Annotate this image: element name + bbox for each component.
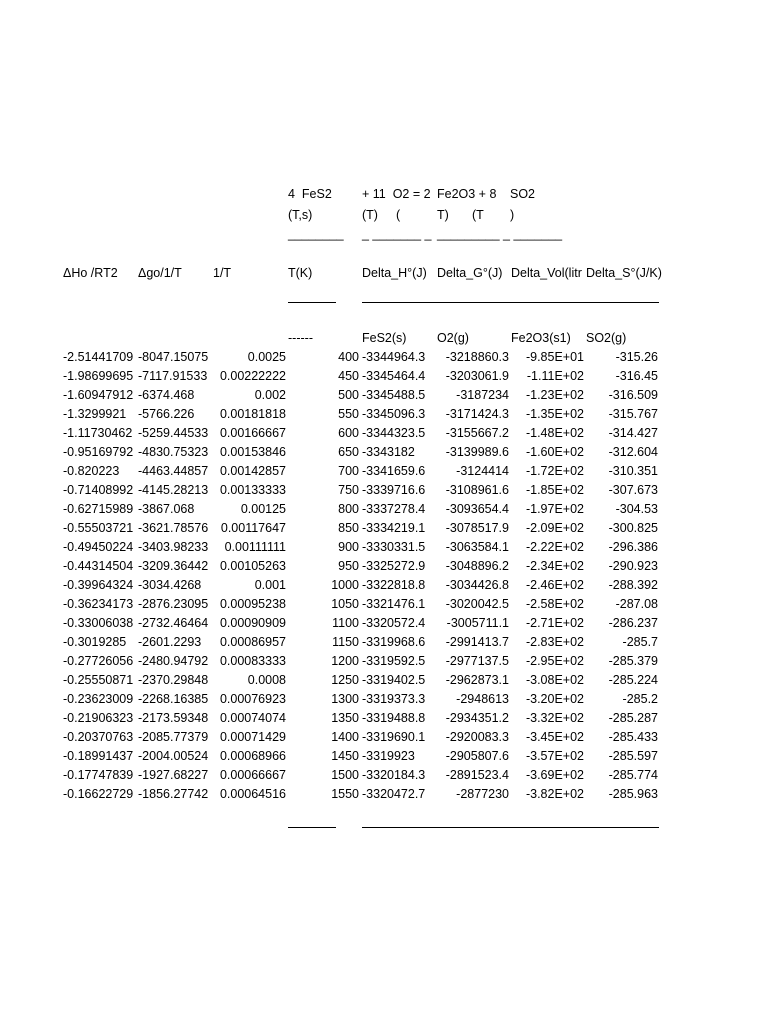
delta-g-cell: -3093654.4 xyxy=(445,502,509,516)
delta-vol-cell: -2.09E+02 xyxy=(525,521,584,535)
state-so2-t: (T xyxy=(472,208,484,222)
delta-vol-cell: -1.48E+02 xyxy=(525,426,584,440)
delta-vol-cell: -2.34E+02 xyxy=(525,559,584,573)
delta-g-cell: -2920083.3 xyxy=(445,730,509,744)
delta-g-cell: -2948613 xyxy=(456,692,509,706)
invt-cell: 0.00111111 xyxy=(224,540,286,554)
bottom-separator-tk xyxy=(288,827,336,828)
dgo-cell: -2601.2293 xyxy=(138,635,202,649)
delta-vol-cell: -1.72E+02 xyxy=(525,464,584,478)
invt-cell: 0.00086957 xyxy=(219,635,286,649)
col-header-dvol: Delta_Vol(litr xyxy=(511,266,582,280)
temperature-cell: 750 xyxy=(338,483,359,497)
temperature-cell: 1500 xyxy=(331,768,359,782)
delta-vol-cell: -3.69E+02 xyxy=(525,768,584,782)
dho-cell: -1.3299921 xyxy=(63,407,127,421)
delta-h-cell: -3337278.4 xyxy=(362,502,426,516)
dgo-cell: -3621.78576 xyxy=(138,521,209,535)
delta-vol-cell: -1.60E+02 xyxy=(525,445,584,459)
temperature-cell: 550 xyxy=(338,407,359,421)
col-header-dgo: Δgo/1/T xyxy=(138,266,182,280)
dgo-cell: -7117.91533 xyxy=(138,369,208,383)
dho-cell: -0.95169792 xyxy=(63,445,134,459)
delta-s-cell: -285.287 xyxy=(608,711,658,725)
dho-cell: -2.51441709 xyxy=(63,350,134,364)
reaction-fe2o3: Fe2O3 + 8 xyxy=(437,187,497,201)
delta-s-cell: -285.774 xyxy=(608,768,658,782)
delta-h-cell: -3330331.5 xyxy=(362,540,426,554)
temperature-cell: 850 xyxy=(338,521,359,535)
delta-h-cell: -3322818.8 xyxy=(362,578,426,592)
temperature-cell: 950 xyxy=(338,559,359,573)
dho-cell: -0.33006038 xyxy=(63,616,134,630)
temperature-cell: 1250 xyxy=(331,673,359,687)
invt-cell: 0.00066667 xyxy=(219,768,286,782)
dho-cell: -0.44314504 xyxy=(63,559,134,573)
delta-h-cell: -3341659.6 xyxy=(362,464,426,478)
dho-cell: -0.55503721 xyxy=(63,521,134,535)
dho-cell: -0.21906323 xyxy=(63,711,134,725)
dgo-cell: -8047.15075 xyxy=(138,350,209,364)
col-header-tk: T(K) xyxy=(288,266,313,280)
temperature-cell: 1150 xyxy=(332,635,359,649)
delta-g-cell: -3005711.1 xyxy=(446,616,509,630)
delta-vol-cell: -3.08E+02 xyxy=(525,673,584,687)
temperature-cell: 1100 xyxy=(332,616,359,630)
delta-s-cell: -290.923 xyxy=(608,559,658,573)
invt-cell: 0.00153846 xyxy=(219,445,286,459)
invt-cell: 0.00105263 xyxy=(219,559,286,573)
delta-g-cell: -3048896.2 xyxy=(445,559,509,573)
dgo-cell: -4463.44857 xyxy=(138,464,209,478)
dgo-cell: -2004.00524 xyxy=(138,749,209,763)
invt-cell: 0.00181818 xyxy=(219,407,286,421)
delta-vol-cell: -2.46E+02 xyxy=(525,578,584,592)
delta-g-cell: -3155667.2 xyxy=(445,426,509,440)
state-o2-t: (T) xyxy=(362,208,378,222)
reaction-fes2: 4 FeS2 xyxy=(288,187,332,201)
dgo-cell: -4830.75323 xyxy=(138,445,209,459)
delta-g-cell: -3218860.3 xyxy=(445,350,509,364)
delta-h-cell: -3334219.1 xyxy=(362,521,426,535)
col-header-ds: Delta_S°(J/K) xyxy=(586,266,662,280)
delta-h-cell: -3320184.3 xyxy=(362,768,426,782)
delta-s-cell: -285.7 xyxy=(622,635,658,649)
delta-vol-cell: -3.57E+02 xyxy=(525,749,584,763)
species-fes2: FeS2(s) xyxy=(362,331,407,345)
dho-cell: -0.71408992 xyxy=(63,483,134,497)
delta-g-cell: -3108961.6 xyxy=(445,483,509,497)
delta-s-cell: -300.825 xyxy=(608,521,658,535)
temperature-cell: 400 xyxy=(338,350,359,364)
delta-vol-cell: -3.45E+02 xyxy=(525,730,584,744)
invt-cell: 0.00117647 xyxy=(220,521,286,535)
invt-cell: 0.00090909 xyxy=(219,616,286,630)
dho-cell: -0.62715989 xyxy=(63,502,134,516)
delta-s-cell: -296.386 xyxy=(608,540,658,554)
temperature-cell: 1400 xyxy=(331,730,359,744)
dho-cell: -0.18991437 xyxy=(63,749,134,763)
header-underline-a: ________ xyxy=(288,227,344,241)
dgo-cell: -2370.29848 xyxy=(138,673,209,687)
invt-cell: 0.00166667 xyxy=(219,426,286,440)
invt-cell: 0.00142857 xyxy=(219,464,286,478)
delta-g-cell: -2905807.6 xyxy=(445,749,509,763)
delta-s-cell: -285.433 xyxy=(608,730,658,744)
delta-g-cell: -2891523.4 xyxy=(445,768,509,782)
delta-s-cell: -304.53 xyxy=(615,502,658,516)
delta-g-cell: -3034426.8 xyxy=(445,578,509,592)
delta-vol-cell: -1.35E+02 xyxy=(525,407,584,421)
delta-g-cell: -2991413.7 xyxy=(445,635,509,649)
dgo-cell: -1856.27742 xyxy=(138,787,209,801)
delta-s-cell: -285.379 xyxy=(608,654,658,668)
delta-vol-cell: -2.58E+02 xyxy=(525,597,584,611)
delta-h-cell: -3319923 xyxy=(362,749,415,763)
delta-h-cell: -3325272.9 xyxy=(362,559,426,573)
temperature-cell: 1350 xyxy=(331,711,359,725)
col-header-dg: Delta_G°(J) xyxy=(437,266,503,280)
delta-s-cell: -310.351 xyxy=(608,464,658,478)
delta-s-cell: -285.597 xyxy=(608,749,658,763)
dho-cell: -0.16622729 xyxy=(63,787,134,801)
dho-cell: -0.23623009 xyxy=(63,692,134,706)
temperature-cell: 1550 xyxy=(331,787,359,801)
delta-vol-cell: -3.82E+02 xyxy=(525,787,584,801)
delta-g-cell: -2977137.5 xyxy=(445,654,509,668)
temperature-cell: 1050 xyxy=(331,597,359,611)
delta-h-cell: -3345464.4 xyxy=(362,369,426,383)
delta-h-cell: -3319488.8 xyxy=(362,711,426,725)
dho-cell: -0.39964324 xyxy=(63,578,134,592)
delta-h-cell: -3319592.5 xyxy=(362,654,426,668)
delta-vol-cell: -3.20E+02 xyxy=(525,692,584,706)
separator-tk xyxy=(288,302,336,303)
dgo-cell: -2876.23095 xyxy=(138,597,209,611)
invt-cell: 0.00064516 xyxy=(219,787,286,801)
temperature-cell: 900 xyxy=(338,540,359,554)
temperature-cell: 1450 xyxy=(331,749,359,763)
dgo-cell: -2732.46464 xyxy=(138,616,209,630)
header-underline-b: _ _______ _ xyxy=(362,227,432,241)
dgo-cell: -3034.4268 xyxy=(138,578,202,592)
delta-vol-cell: -1.97E+02 xyxy=(525,502,584,516)
delta-vol-cell: -1.23E+02 xyxy=(525,388,584,402)
delta-vol-cell: -2.95E+02 xyxy=(525,654,584,668)
species-so2: SO2(g) xyxy=(586,331,627,345)
reaction-so2: SO2 xyxy=(510,187,536,201)
dgo-cell: -6374.468 xyxy=(138,388,195,402)
temperature-cell: 1000 xyxy=(331,578,359,592)
dgo-cell: -3867.068 xyxy=(138,502,195,516)
invt-cell: 0.00068966 xyxy=(219,749,286,763)
delta-vol-cell: -9.85E+01 xyxy=(525,350,584,364)
delta-h-cell: -3319968.6 xyxy=(362,635,426,649)
dgo-cell: -5259.44533 xyxy=(138,426,209,440)
bottom-separator-values xyxy=(362,827,659,828)
dho-cell: -0.36234173 xyxy=(63,597,134,611)
delta-s-cell: -285.224 xyxy=(608,673,658,687)
invt-cell: 0.00074074 xyxy=(219,711,286,725)
delta-g-cell: -3187234 xyxy=(456,388,509,402)
invt-cell: 0.0025 xyxy=(247,350,286,364)
temperature-cell: 1200 xyxy=(331,654,359,668)
state-paren-open: ( xyxy=(396,208,401,222)
delta-vol-cell: -1.85E+02 xyxy=(525,483,584,497)
invt-cell: 0.00133333 xyxy=(219,483,286,497)
delta-g-cell: -3020042.5 xyxy=(445,597,509,611)
dho-cell: -1.11730462 xyxy=(63,426,133,440)
species-fe2o3: Fe2O3(s1) xyxy=(511,331,571,345)
delta-vol-cell: -2.83E+02 xyxy=(525,635,584,649)
reaction-o2: + 11 O2 = 2 xyxy=(362,187,431,201)
separator-values xyxy=(362,302,659,303)
state-paren-close: ) xyxy=(510,208,515,222)
temperature-cell: 800 xyxy=(338,502,359,516)
delta-h-cell: -3345488.5 xyxy=(362,388,426,402)
delta-g-cell: -2934351.2 xyxy=(445,711,509,725)
delta-vol-cell: -2.22E+02 xyxy=(525,540,584,554)
delta-h-cell: -3320572.4 xyxy=(362,616,426,630)
temperature-cell: 450 xyxy=(338,369,359,383)
invt-cell: 0.0008 xyxy=(247,673,286,687)
invt-cell: 0.001 xyxy=(254,578,286,592)
delta-s-cell: -285.2 xyxy=(622,692,658,706)
delta-g-cell: -3139989.6 xyxy=(445,445,509,459)
dho-cell: -1.98699695 xyxy=(63,369,134,383)
delta-vol-cell: -2.71E+02 xyxy=(525,616,584,630)
invt-cell: 0.00076923 xyxy=(219,692,286,706)
invt-cell: 0.00222222 xyxy=(219,369,286,383)
delta-h-cell: -3320472.7 xyxy=(362,787,426,801)
header-underline-c: _________ _ _______ xyxy=(437,227,563,241)
dgo-cell: -5766.226 xyxy=(138,407,195,421)
invt-cell: 0.00071429 xyxy=(219,730,286,744)
delta-h-cell: -3344323.5 xyxy=(362,426,426,440)
delta-g-cell: -3124414 xyxy=(456,464,509,478)
delta-s-cell: -288.392 xyxy=(608,578,658,592)
dgo-cell: -2173.59348 xyxy=(138,711,209,725)
dho-cell: -0.49450224 xyxy=(63,540,134,554)
delta-g-cell: -2877230 xyxy=(456,787,509,801)
delta-g-cell: -3078517.9 xyxy=(445,521,509,535)
delta-s-cell: -315.767 xyxy=(608,407,658,421)
delta-g-cell: -3171424.3 xyxy=(445,407,509,421)
invt-cell: 0.00083333 xyxy=(219,654,286,668)
delta-s-cell: -287.08 xyxy=(615,597,658,611)
dho-cell: -0.3019285 xyxy=(63,635,127,649)
col-header-dh: Delta_H°(J) xyxy=(362,266,427,280)
state-fe2o3-t: T) xyxy=(437,208,449,222)
dho-cell: -0.17747839 xyxy=(63,768,134,782)
species-o2: O2(g) xyxy=(437,331,469,345)
delta-g-cell: -3203061.9 xyxy=(445,369,509,383)
temperature-cell: 600 xyxy=(338,426,359,440)
delta-h-cell: -3339716.6 xyxy=(362,483,426,497)
state-fes2: (T,s) xyxy=(288,208,313,222)
delta-s-cell: -285.963 xyxy=(608,787,658,801)
temperature-cell: 500 xyxy=(338,388,359,402)
dgo-cell: -4145.28213 xyxy=(138,483,209,497)
delta-s-cell: -312.604 xyxy=(608,445,658,459)
delta-h-cell: -3319690.1 xyxy=(362,730,426,744)
col-header-dho: ΔHo /RT2 xyxy=(63,266,118,280)
delta-h-cell: -3345096.3 xyxy=(362,407,426,421)
dgo-cell: -1927.68227 xyxy=(138,768,209,782)
dgo-cell: -3209.36442 xyxy=(138,559,209,573)
delta-vol-cell: -3.32E+02 xyxy=(525,711,584,725)
delta-vol-cell: -1.11E+02 xyxy=(526,369,584,383)
delta-s-cell: -286.237 xyxy=(608,616,658,630)
dho-cell: -0.25550871 xyxy=(63,673,134,687)
delta-h-cell: -3321476.1 xyxy=(362,597,426,611)
delta-h-cell: -3343182 xyxy=(362,445,415,459)
dho-cell: -1.60947912 xyxy=(63,388,134,402)
delta-h-cell: -3344964.3 xyxy=(362,350,426,364)
delta-h-cell: -3319373.3 xyxy=(362,692,426,706)
temperature-cell: 1300 xyxy=(331,692,359,706)
delta-s-cell: -315.26 xyxy=(615,350,658,364)
delta-g-cell: -3063584.1 xyxy=(445,540,509,554)
delta-s-cell: -316.45 xyxy=(615,369,658,383)
invt-cell: 0.002 xyxy=(254,388,286,402)
dgo-cell: -2268.16385 xyxy=(138,692,209,706)
invt-cell: 0.00095238 xyxy=(219,597,286,611)
invt-cell: 0.00125 xyxy=(240,502,286,516)
delta-s-cell: -314.427 xyxy=(608,426,658,440)
dgo-cell: -3403.98233 xyxy=(138,540,209,554)
delta-h-cell: -3319402.5 xyxy=(362,673,426,687)
species-dash: ------ xyxy=(288,331,313,345)
dho-cell: -0.820223 xyxy=(63,464,120,478)
dho-cell: -0.27726056 xyxy=(63,654,134,668)
col-header-invt: 1/T xyxy=(213,266,232,280)
dgo-cell: -2085.77379 xyxy=(138,730,209,744)
temperature-cell: 650 xyxy=(338,445,359,459)
temperature-cell: 700 xyxy=(338,464,359,478)
dgo-cell: -2480.94792 xyxy=(138,654,209,668)
delta-g-cell: -2962873.1 xyxy=(445,673,509,687)
delta-s-cell: -307.673 xyxy=(608,483,658,497)
dho-cell: -0.20370763 xyxy=(63,730,134,744)
delta-s-cell: -316.509 xyxy=(608,388,658,402)
